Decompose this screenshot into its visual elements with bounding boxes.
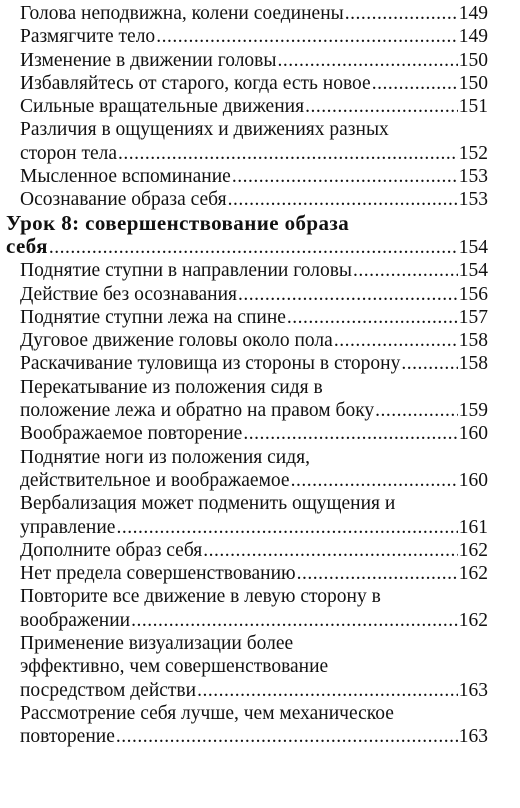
toc-entry-line (20, 95, 488, 118)
dot-leader (305, 95, 458, 118)
toc-entry-line (20, 352, 488, 375)
dot-leader (116, 516, 457, 539)
toc-entry-title: Воображаемое повторение (20, 423, 243, 445)
dot-leader (278, 49, 458, 72)
page-number: 161 (458, 516, 488, 538)
toc-entry-title: повторение (20, 726, 115, 748)
toc-entry[interactable] (20, 329, 488, 352)
dot-leader (232, 165, 458, 188)
toc-entry[interactable] (20, 95, 488, 118)
toc-entry-line (20, 25, 488, 48)
toc-entry-line (20, 118, 488, 141)
dot-leader (118, 142, 458, 165)
toc-entry[interactable] (20, 539, 488, 562)
lesson-heading-line1: Урок 8: совершенствование образа (6, 210, 350, 235)
toc-entry-title: Действие без осознавания (20, 283, 237, 305)
toc-entry-title: Мысленное вспоминание (20, 166, 231, 188)
page-number: 153 (458, 189, 488, 211)
toc-entry-line (20, 72, 488, 95)
toc-group-lesson-8 (0, 259, 520, 748)
dot-leader (203, 539, 458, 562)
toc-entry-line (20, 165, 488, 188)
toc-entry-line (20, 609, 488, 632)
page-number: 149 (458, 3, 488, 24)
toc-entry[interactable] (20, 72, 488, 95)
page-number: 154 (458, 260, 488, 282)
toc-entry[interactable] (20, 118, 488, 165)
page-number: 159 (458, 400, 488, 422)
toc-entry[interactable] (20, 352, 488, 375)
page-number: 150 (458, 72, 488, 94)
toc-entry[interactable] (20, 492, 488, 539)
dot-leader (156, 25, 458, 48)
toc-entry[interactable] (20, 25, 488, 48)
toc-entry[interactable] (20, 2, 488, 25)
toc-group-lesson-7 (0, 2, 520, 212)
toc-entry[interactable] (20, 376, 488, 423)
toc-entry-lesson-8[interactable] (6, 212, 488, 260)
lesson-heading (0, 212, 520, 260)
toc-entry[interactable] (20, 283, 488, 306)
toc-entry-title: Поднятие ступни в направлении головы (20, 260, 353, 282)
toc-entry-line (20, 306, 488, 329)
toc-entry-line (20, 376, 488, 399)
toc-entry[interactable] (20, 632, 488, 702)
dot-leader (116, 725, 458, 748)
dot-leader (228, 188, 458, 211)
toc-entry[interactable] (20, 562, 488, 585)
dot-leader (243, 422, 457, 445)
dot-leader (372, 72, 458, 95)
toc-entry-title: управление (20, 516, 116, 538)
dot-leader (353, 259, 458, 282)
dot-leader (375, 399, 458, 422)
toc-entry-line (20, 446, 488, 469)
page-number: 150 (458, 49, 488, 71)
dot-leader (49, 236, 458, 259)
toc-entry-title: Раскачивание туловища из стороны в сторону (20, 353, 401, 375)
toc-entry[interactable] (20, 702, 488, 749)
dot-leader (291, 469, 458, 492)
toc-entry-line (20, 283, 488, 306)
dot-leader (131, 609, 458, 632)
page-number: 163 (458, 679, 488, 701)
page-number: 152 (458, 142, 488, 164)
toc-entry-line (20, 562, 488, 585)
toc-entry-title: Повторите все движение в левую сторону в (20, 586, 381, 608)
toc-entry-line (20, 188, 488, 211)
page-number: 160 (458, 423, 488, 445)
table-of-contents (0, 2, 520, 749)
toc-entry-line (20, 725, 488, 748)
toc-entry-line (6, 212, 488, 235)
toc-entry-title: Поднятие ступни лежа на спине (20, 306, 286, 328)
toc-entry-line (20, 49, 488, 72)
toc-entry[interactable] (20, 585, 488, 632)
toc-entry-line (20, 2, 488, 25)
toc-entry-title: Осознавание образа себя (20, 189, 227, 211)
toc-entry-line (20, 142, 488, 165)
page-number: 153 (458, 166, 488, 188)
page-number: 162 (458, 563, 488, 585)
toc-entry-title: Различия в ощущениях и движениях разных (20, 119, 389, 141)
toc-entry-title: Голова неподвижна, колени соединены (20, 3, 344, 24)
dot-leader (345, 2, 458, 25)
toc-entry-title: эффективно, чем совершенствование (20, 656, 329, 678)
toc-entry-title: Размягчите тело (20, 26, 156, 48)
toc-entry[interactable] (20, 306, 488, 329)
dot-leader (401, 352, 457, 375)
toc-entry-line (20, 539, 488, 562)
toc-entry-title: Дуговое движение головы около пола (20, 330, 333, 352)
toc-entry-line (20, 259, 488, 282)
toc-entry-line (20, 516, 488, 539)
dot-leader (334, 329, 458, 352)
page-number: 160 (458, 469, 488, 491)
page-number: 151 (458, 96, 488, 118)
lesson-heading-line2: себя (6, 233, 48, 258)
toc-entry-line (20, 492, 488, 515)
toc-entry-title: Перекатывание из положения сидя в (20, 376, 323, 398)
toc-entry-title: сторон тела (20, 142, 118, 164)
page-number: 154 (458, 236, 488, 258)
toc-entry-title: Избавляйтесь от старого, когда есть новое (20, 72, 371, 94)
toc-entry[interactable] (20, 165, 488, 188)
toc-entry-line (20, 329, 488, 352)
toc-entry-title: действительное и воображаемое (20, 469, 290, 491)
toc-entry-line (20, 585, 488, 608)
toc-entry-title: Изменение в движении головы (20, 49, 277, 71)
toc-entry-title: Поднятие ноги из положения сидя, (20, 446, 310, 468)
page-number: 158 (458, 330, 488, 352)
page-number: 149 (458, 26, 488, 48)
dot-leader (197, 679, 458, 702)
toc-entry-title: посредством действи (20, 679, 197, 701)
toc-entry[interactable] (20, 259, 488, 282)
toc-entry-title: Сильные вращательные движения (20, 96, 305, 118)
toc-entry-line (20, 679, 488, 702)
page-number: 162 (458, 539, 488, 561)
toc-entry-title: воображении (20, 609, 131, 631)
toc-entry-title: Нет предела совершенствованию (20, 563, 296, 585)
page-number: 157 (458, 306, 488, 328)
page-number: 158 (458, 353, 488, 375)
dot-leader (238, 283, 458, 306)
toc-entry-title: Вербализация может подменить ощущения и (20, 493, 396, 515)
toc-entry[interactable] (20, 188, 488, 211)
toc-entry-title: Применение визуализации более (20, 633, 294, 655)
toc-entry[interactable] (20, 49, 488, 72)
toc-entry-title: положение лежа и обратно на правом боку (20, 400, 375, 422)
toc-entry-line (20, 469, 488, 492)
toc-entry-title: Рассмотрение себя лучше, чем механическое (20, 702, 394, 724)
page-number: 163 (458, 726, 488, 748)
toc-entry-line (20, 702, 488, 725)
toc-entry-line (20, 655, 488, 678)
toc-entry-title: Дополните образ себя (20, 539, 203, 561)
toc-entry-line (20, 632, 488, 655)
dot-leader (287, 306, 458, 329)
toc-entry-line (20, 399, 488, 422)
toc-entry-line (6, 235, 488, 259)
toc-entry-line (20, 422, 488, 445)
toc-entry[interactable] (20, 446, 488, 493)
page-number: 162 (458, 609, 488, 631)
dot-leader (297, 562, 458, 585)
page-number: 156 (458, 283, 488, 305)
toc-entry[interactable] (20, 422, 488, 445)
